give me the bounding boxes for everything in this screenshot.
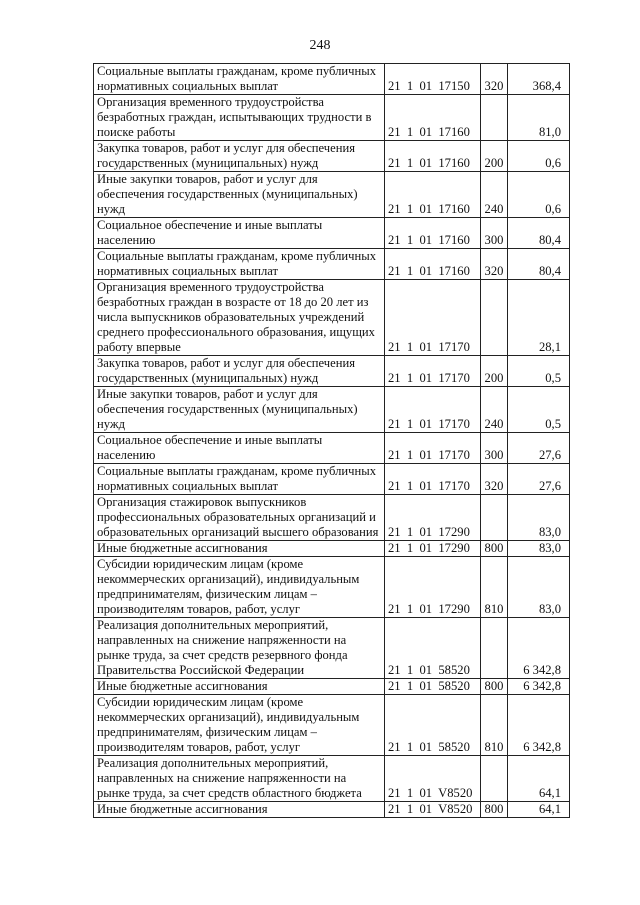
row-expense-type-cell: 800 bbox=[481, 802, 508, 818]
row-expense-type-cell: 320 bbox=[481, 64, 508, 95]
row-amount-cell: 6 342,8 bbox=[508, 618, 570, 679]
budget-table bbox=[93, 63, 570, 818]
row-name-line: государственных (муниципальных) нужд bbox=[97, 371, 319, 385]
row-name-line: Иные бюджетные ассигнования bbox=[97, 802, 268, 816]
row-amount-cell: 64,1 bbox=[508, 756, 570, 802]
row-expense-type-cell bbox=[481, 618, 508, 679]
row-expense-type-cell: 240 bbox=[481, 172, 508, 218]
row-code-cell: 21 1 01 17290 bbox=[385, 495, 481, 541]
row-amount-cell: 28,1 bbox=[508, 280, 570, 356]
row-name-line: рынке труда, за счет средств областного бюджета bbox=[97, 786, 362, 800]
row-code-cell: 21 1 01 17160 bbox=[385, 218, 481, 249]
row-name-line: безработных граждан, испытывающих трудности в bbox=[97, 110, 372, 124]
row-name-line: нужд bbox=[97, 417, 125, 431]
row-name-line: Субсидии юридическим лицам (кроме bbox=[97, 695, 304, 709]
table-row bbox=[94, 695, 570, 756]
row-name-cell bbox=[94, 141, 385, 172]
row-amount-cell: 6 342,8 bbox=[508, 695, 570, 756]
table-row bbox=[94, 464, 570, 495]
table-row bbox=[94, 495, 570, 541]
row-amount-cell: 6 342,8 bbox=[508, 679, 570, 695]
row-code-cell: 21 1 01 58520 bbox=[385, 679, 481, 695]
row-name-cell bbox=[94, 464, 385, 495]
row-name-line: Организация временного трудоустройства bbox=[97, 95, 324, 109]
row-name-line: направленных на снижение напряженности на bbox=[97, 633, 347, 647]
table-row bbox=[94, 64, 570, 95]
row-name-line: Закупка товаров, работ и услуг для обеспечения bbox=[97, 141, 356, 155]
row-code-cell: 21 1 01 17150 bbox=[385, 64, 481, 95]
row-expense-type-cell: 240 bbox=[481, 387, 508, 433]
row-name-cell bbox=[94, 64, 385, 95]
row-name-cell bbox=[94, 433, 385, 464]
row-name-cell bbox=[94, 249, 385, 280]
row-expense-type-cell bbox=[481, 756, 508, 802]
table-row bbox=[94, 356, 570, 387]
row-code-cell: 21 1 01 17160 bbox=[385, 172, 481, 218]
row-name-line: Правительства Российской Федерации bbox=[97, 663, 305, 677]
row-name-line: некоммерческих организаций), индивидуальным bbox=[97, 710, 360, 724]
row-name-cell bbox=[94, 695, 385, 756]
row-name-line: обеспечения государственных (муниципальных) bbox=[97, 187, 358, 201]
row-code-cell: 21 1 01 17290 bbox=[385, 541, 481, 557]
row-name-cell bbox=[94, 356, 385, 387]
row-amount-cell: 80,4 bbox=[508, 249, 570, 280]
row-expense-type-cell bbox=[481, 495, 508, 541]
row-name-line: Иные закупки товаров, работ и услуг для bbox=[97, 387, 318, 401]
row-name-cell bbox=[94, 218, 385, 249]
table-row bbox=[94, 141, 570, 172]
row-name-line: Закупка товаров, работ и услуг для обеспечения bbox=[97, 356, 356, 370]
row-expense-type-cell: 320 bbox=[481, 464, 508, 495]
table-row bbox=[94, 541, 570, 557]
row-expense-type-cell: 800 bbox=[481, 541, 508, 557]
row-name-cell bbox=[94, 387, 385, 433]
row-code-cell: 21 1 01 17160 bbox=[385, 249, 481, 280]
row-name-line: Иные закупки товаров, работ и услуг для bbox=[97, 172, 318, 186]
row-amount-cell: 83,0 bbox=[508, 557, 570, 618]
row-name-line: направленных на снижение напряженности на bbox=[97, 771, 347, 785]
row-name-cell bbox=[94, 679, 385, 695]
table-row bbox=[94, 218, 570, 249]
row-name-cell bbox=[94, 495, 385, 541]
table-row bbox=[94, 280, 570, 356]
row-name-line: Реализация дополнительных мероприятий, bbox=[97, 756, 329, 770]
row-name-line: предпринимателям, физическим лицам – bbox=[97, 725, 317, 739]
table-row bbox=[94, 756, 570, 802]
table-row bbox=[94, 802, 570, 818]
row-code-cell: 21 1 01 17170 bbox=[385, 387, 481, 433]
table-row bbox=[94, 679, 570, 695]
row-name-line: обеспечения государственных (муниципальных) bbox=[97, 402, 358, 416]
row-name-cell bbox=[94, 172, 385, 218]
row-name-line: нормативных социальных выплат bbox=[97, 264, 279, 278]
row-name-cell bbox=[94, 618, 385, 679]
row-name-cell bbox=[94, 280, 385, 356]
row-name-line: работу впервые bbox=[97, 340, 181, 354]
row-code-cell: 21 1 01 17160 bbox=[385, 141, 481, 172]
page-number: 248 bbox=[309, 38, 331, 53]
row-name-line: нормативных социальных выплат bbox=[97, 79, 279, 93]
table-row bbox=[94, 433, 570, 464]
row-amount-cell: 64,1 bbox=[508, 802, 570, 818]
row-name-line: Социальные выплаты гражданам, кроме публичных bbox=[97, 249, 376, 263]
row-name-line: населению bbox=[97, 233, 156, 247]
row-name-line: профессиональных образовательных организаций и bbox=[97, 510, 376, 524]
row-name-line: поиске работы bbox=[97, 125, 176, 139]
row-code-cell: 21 1 01 17170 bbox=[385, 433, 481, 464]
row-name-cell bbox=[94, 95, 385, 141]
table-row bbox=[94, 618, 570, 679]
row-code-cell: 21 1 01 17170 bbox=[385, 464, 481, 495]
row-code-cell: 21 1 01 17170 bbox=[385, 356, 481, 387]
row-amount-cell: 83,0 bbox=[508, 495, 570, 541]
row-amount-cell: 368,4 bbox=[508, 64, 570, 95]
row-name-cell bbox=[94, 541, 385, 557]
row-name-line: среднего профессионального образования, ищущих bbox=[97, 325, 375, 339]
row-name-line: государственных (муниципальных) нужд bbox=[97, 156, 319, 170]
table-row bbox=[94, 172, 570, 218]
row-amount-cell: 0,6 bbox=[508, 172, 570, 218]
table-row bbox=[94, 557, 570, 618]
table-row bbox=[94, 95, 570, 141]
table-row bbox=[94, 387, 570, 433]
row-amount-cell: 0,5 bbox=[508, 387, 570, 433]
row-name-line: Социальные выплаты гражданам, кроме публичных bbox=[97, 464, 376, 478]
row-code-cell: 21 1 01 17170 bbox=[385, 280, 481, 356]
row-name-line: рынке труда, за счет средств резервного фонда bbox=[97, 648, 348, 662]
table-row bbox=[94, 249, 570, 280]
row-name-cell bbox=[94, 756, 385, 802]
row-name-cell bbox=[94, 557, 385, 618]
row-name-line: Социальное обеспечение и иные выплаты bbox=[97, 218, 323, 232]
row-code-cell: 21 1 01 17290 bbox=[385, 557, 481, 618]
row-name-line: населению bbox=[97, 448, 156, 462]
row-expense-type-cell: 300 bbox=[481, 218, 508, 249]
row-name-line: Иные бюджетные ассигнования bbox=[97, 679, 268, 693]
row-expense-type-cell: 300 bbox=[481, 433, 508, 464]
row-amount-cell: 27,6 bbox=[508, 433, 570, 464]
row-expense-type-cell: 810 bbox=[481, 695, 508, 756]
row-name-line: Социальные выплаты гражданам, кроме публичных bbox=[97, 64, 376, 78]
row-amount-cell: 0,5 bbox=[508, 356, 570, 387]
row-expense-type-cell bbox=[481, 95, 508, 141]
row-code-cell: 21 1 01 58520 bbox=[385, 618, 481, 679]
row-name-line: Субсидии юридическим лицам (кроме bbox=[97, 557, 304, 571]
row-name-line: нужд bbox=[97, 202, 125, 216]
row-name-line: Реализация дополнительных мероприятий, bbox=[97, 618, 329, 632]
row-expense-type-cell: 810 bbox=[481, 557, 508, 618]
row-amount-cell: 81,0 bbox=[508, 95, 570, 141]
row-amount-cell: 27,6 bbox=[508, 464, 570, 495]
row-amount-cell: 0,6 bbox=[508, 141, 570, 172]
row-name-line: безработных граждан в возрасте от 18 до 20 лет из bbox=[97, 295, 369, 309]
budget-table-body bbox=[94, 64, 570, 818]
row-expense-type-cell: 320 bbox=[481, 249, 508, 280]
row-name-line: образовательных организаций высшего образования bbox=[97, 525, 379, 539]
row-amount-cell: 80,4 bbox=[508, 218, 570, 249]
row-expense-type-cell: 200 bbox=[481, 141, 508, 172]
row-name-line: производителям товаров, работ, услуг bbox=[97, 602, 301, 616]
row-amount-cell: 83,0 bbox=[508, 541, 570, 557]
row-name-line: Иные бюджетные ассигнования bbox=[97, 541, 268, 555]
row-name-line: некоммерческих организаций), индивидуальным bbox=[97, 572, 360, 586]
row-name-line: предпринимателям, физическим лицам – bbox=[97, 587, 317, 601]
row-code-cell: 21 1 01 17160 bbox=[385, 95, 481, 141]
row-name-cell bbox=[94, 802, 385, 818]
row-expense-type-cell bbox=[481, 280, 508, 356]
row-expense-type-cell: 800 bbox=[481, 679, 508, 695]
row-name-line: Организация стажировок выпускников bbox=[97, 495, 307, 509]
row-name-line: числа выпускников образовательных учреждений bbox=[97, 310, 365, 324]
row-expense-type-cell: 200 bbox=[481, 356, 508, 387]
row-name-line: нормативных социальных выплат bbox=[97, 479, 279, 493]
row-code-cell: 21 1 01 V8520 bbox=[385, 756, 481, 802]
row-code-cell: 21 1 01 V8520 bbox=[385, 802, 481, 818]
row-code-cell: 21 1 01 58520 bbox=[385, 695, 481, 756]
row-name-line: Социальное обеспечение и иные выплаты bbox=[97, 433, 323, 447]
row-name-line: производителям товаров, работ, услуг bbox=[97, 740, 301, 754]
row-name-line: Организация временного трудоустройства bbox=[97, 280, 324, 294]
